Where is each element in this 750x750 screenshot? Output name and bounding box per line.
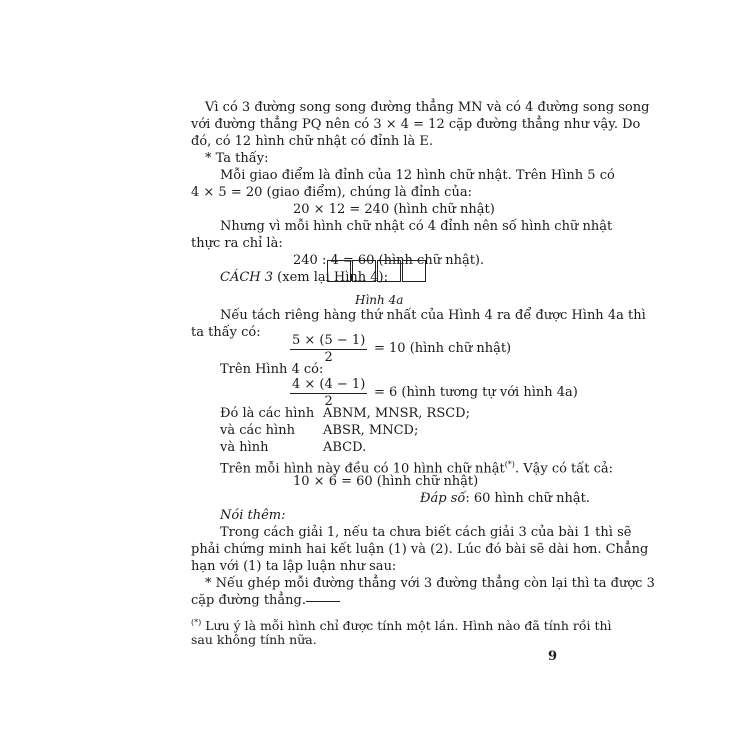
text-line: thực ra chỉ là: [191, 236, 283, 251]
page-number: 9 [548, 649, 558, 664]
figure-cell [402, 260, 426, 282]
figure-cell [377, 260, 401, 282]
text-segment: Trên mỗi hình này đều có 10 hình chữ nhật [220, 461, 505, 477]
text-line: Trên Hình 4 có: [220, 362, 324, 377]
fraction-denominator: 2 [324, 394, 333, 409]
footnote-text: Lưu ý là mỗi hình chỉ được tính một lần. Hình nào đã tính rồi thì [201, 618, 612, 634]
text-line: 4 × 5 = 20 (giao điểm), chúng là đỉnh của: [191, 185, 472, 200]
method-note: (xem lại Hình 4): [273, 270, 389, 285]
text-line: ta thấy có: [191, 325, 261, 340]
equation-line: = 10 (hình chữ nhật) [374, 341, 512, 356]
figure-caption: Hình 4a [355, 293, 404, 307]
list-value: ABNM, MNSR, RSCD; [323, 406, 470, 421]
text-line: với đường thẳng PQ nên có 3 × 4 = 12 cặp đường thẳng như vậy. Do [191, 117, 641, 132]
text-line: đó, có 12 hình chữ nhật có đỉnh là E. [191, 134, 434, 149]
equation-line: 10 × 6 = 60 (hình chữ nhật) [293, 474, 479, 489]
text-line: Vì có 3 đường song song đường thẳng MN và có 4 đường song song [205, 100, 650, 115]
text-segment: . Vậy có tất cả: [514, 461, 614, 477]
fraction-numerator: 5 × (5 − 1) [292, 333, 366, 348]
text-line: phải chứng minh hai kết luận (1) và (2). Lúc đó bài sẽ dài hơn. Chẳng [191, 542, 649, 557]
footnote-mark: (*) [191, 618, 202, 627]
text-line: Mỗi giao điểm là đỉnh của 12 hình chữ nhật. Trên Hình 5 có [220, 168, 615, 183]
list-value: ABSR, MNCD; [323, 423, 419, 438]
footnote-line: sau không tính nữa. [191, 632, 317, 647]
list-label: và các hình [220, 423, 295, 438]
answer-value: : 60 hình chữ nhật. [465, 491, 590, 506]
section-heading: Nói thêm: [220, 508, 286, 523]
figure-cell [352, 260, 376, 282]
answer-line [420, 491, 590, 507]
answer-label: Đáp số [420, 491, 466, 506]
text-line: Nhưng vì mỗi hình chữ nhật có 4 đỉnh nên số hình chữ nhật [220, 219, 613, 234]
text-line: cặp đường thẳng. [191, 593, 307, 608]
method-label: CÁCH 3 [220, 270, 274, 285]
text-line: * Ta thấy: [205, 151, 269, 166]
list-label: Đó là các hình [220, 406, 315, 421]
text-line: * Nếu ghép mỗi đường thẳng với 3 đường thẳng còn lại thì ta được 3 [205, 576, 655, 591]
fraction-denominator: 2 [324, 350, 333, 365]
text-line: hạn với (1) ta lập luận như sau: [191, 559, 397, 574]
footnote-reference: (*) [504, 460, 515, 469]
figure-cell [327, 260, 351, 282]
equation-line: = 6 (hình tương tự với hình 4a) [374, 385, 578, 400]
fraction-numerator: 4 × (4 − 1) [292, 377, 366, 392]
list-label: và hình [220, 440, 269, 455]
equation-line: 20 × 12 = 240 (hình chữ nhật) [293, 202, 495, 217]
text-line: Trong cách giải 1, nếu ta chưa biết cách giải 3 của bài 1 thì sẽ [220, 525, 632, 540]
list-value: ABCD. [323, 440, 367, 455]
equation-line: 240 : 4 = 60 (hình chữ nhật). [293, 253, 485, 268]
text-line: Nếu tách riêng hàng thứ nhất của Hình 4 ra để được Hình 4a thì [220, 308, 646, 323]
